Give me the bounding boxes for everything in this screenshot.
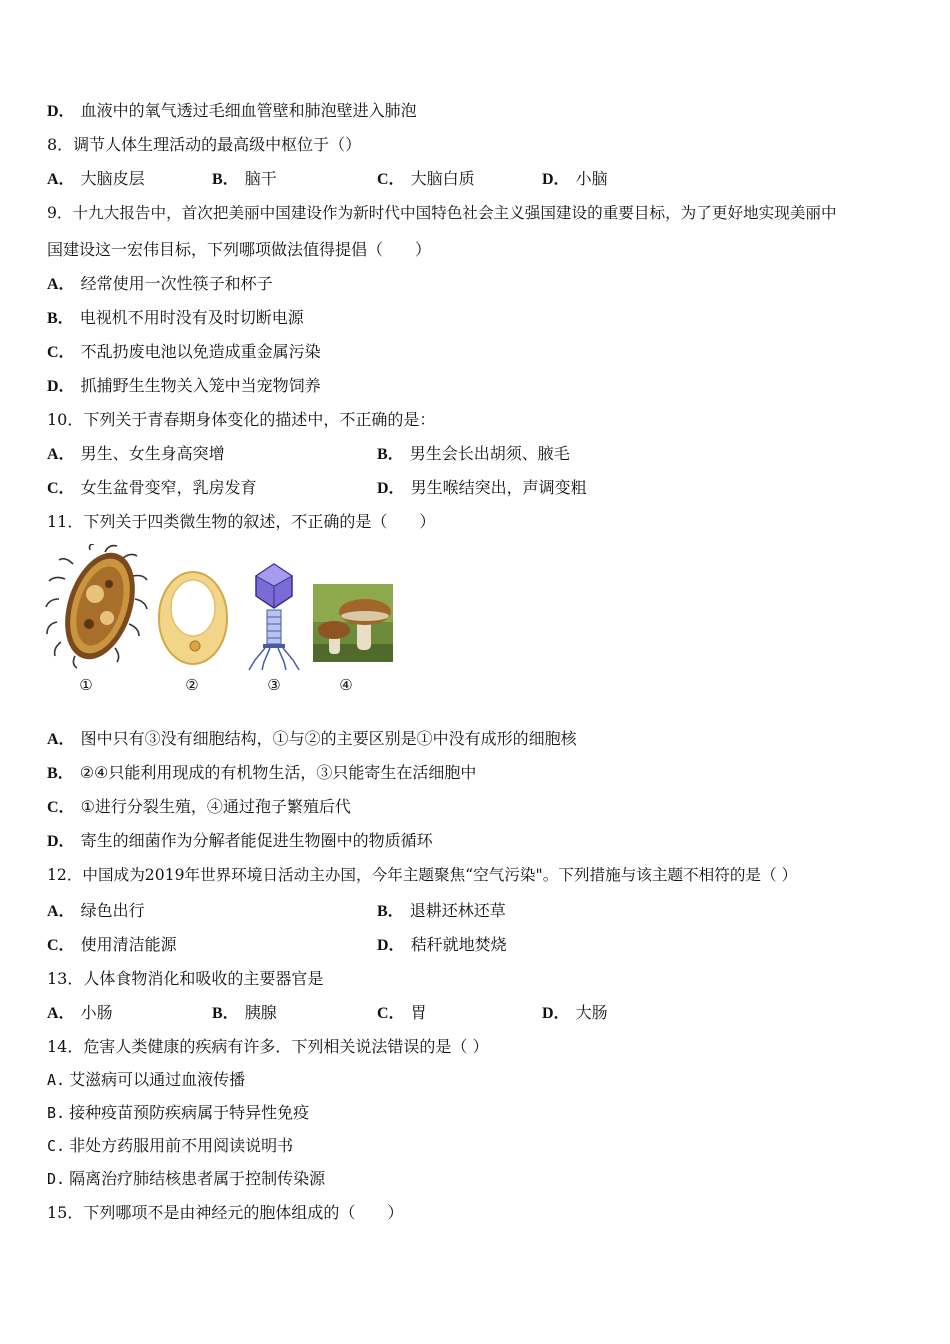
option-text: 图中只有③没有细胞结构，①与②的主要区别是①中没有成形的细胞核: [80, 729, 577, 748]
q9-option-b: [47, 307, 304, 330]
q11-option-c: [47, 796, 351, 819]
q15-stem: 15．下列哪项不是由神经元的胞体组成的（ ）: [47, 1203, 404, 1222]
q13-option-b: [212, 1002, 277, 1025]
option-text: 胃: [410, 1003, 427, 1022]
option-text: 经常使用一次性筷子和杯子: [80, 274, 273, 293]
q13-option-c: [377, 1002, 427, 1025]
q8-option-b: [212, 168, 277, 191]
q8-stem: 8．调节人体生理活动的最高级中枢位于（）: [47, 135, 362, 154]
q10-option-d: [377, 477, 587, 500]
option-text: ①进行分裂生殖，④通过孢子繁殖后代: [80, 797, 351, 816]
option-text: 不乱扔废电池以免造成重金属污染: [80, 342, 321, 361]
option-label: B．: [377, 903, 404, 920]
option-text: 大脑白质: [410, 169, 475, 188]
figure-caption-4: ④: [339, 676, 353, 694]
q9-option-d: [47, 375, 321, 398]
figure-caption-2: ②: [185, 676, 199, 694]
option-text: 使用清洁能源: [80, 935, 177, 954]
q12-option-d: [377, 934, 507, 957]
option-text: 抓捕野生生物关入笼中当宠物饲养: [80, 376, 321, 395]
q9-stem-line2: 国建设这一宏伟目标，下列哪项做法值得提倡（ ）: [47, 240, 432, 259]
q13-option-a: [47, 1002, 113, 1025]
q11-stem: 11．下列关于四类微生物的叙述，不正确的是（ ）: [47, 512, 436, 531]
option-text: 女生盆骨变窄，乳房发育: [80, 478, 257, 497]
option-text: 隔离治疗肺结核患者属于控制传染源: [69, 1169, 326, 1188]
option-text: 男生、女生身高突增: [80, 444, 225, 463]
q7-option-d: [47, 100, 417, 123]
figure-caption-1: ①: [79, 676, 93, 694]
q9-stem-line1: 9．十九大报告中，首次把美丽中国建设作为新时代中国特色社会主义强国建设的重要目标，为了更好地实现美丽中: [47, 204, 837, 222]
option-label: C．: [47, 799, 75, 816]
q12-option-b: [377, 900, 506, 923]
option-label: C．: [377, 1005, 405, 1022]
q13-stem: 13．人体食物消化和吸收的主要器官是: [47, 969, 324, 988]
option-label: D．: [47, 378, 75, 395]
option-label: C.: [47, 1137, 66, 1155]
option-label: B．: [47, 310, 74, 327]
q14-stem: 14．危害人类健康的疾病有许多．下列相关说法错误的是（ ）: [47, 1037, 489, 1056]
q8-option-d: [542, 168, 608, 191]
option-label: B．: [377, 446, 404, 463]
option-text: 男生喉结突出，声调变粗: [410, 478, 587, 497]
figure-caption-3: ③: [267, 676, 281, 694]
bacterium-illustration: [45, 544, 150, 669]
q9-option-a: [47, 273, 273, 296]
bacteriophage-illustration: [245, 562, 303, 674]
option-text: 寄生的细菌作为分解者能促进生物圈中的物质循环: [80, 831, 433, 850]
option-text: 接种疫苗预防疾病属于特异性免疫: [69, 1103, 310, 1122]
option-label: D．: [47, 833, 75, 850]
option-text: 大肠: [575, 1003, 608, 1022]
option-text: 大脑皮层: [80, 169, 145, 188]
option-label: D．: [377, 480, 405, 497]
microorganism-figure: [45, 542, 405, 700]
q11-option-a: [47, 728, 577, 751]
option-text: 秸秆就地焚烧: [410, 935, 507, 954]
option-text: 脑干: [244, 169, 277, 188]
option-label: A．: [47, 731, 75, 748]
option-label: C．: [47, 344, 75, 361]
option-text: 电视机不用时没有及时切断电源: [79, 308, 304, 327]
option-label: B．: [47, 765, 74, 782]
q11-option-d: [47, 830, 433, 853]
q10-stem: 10．下列关于青春期身体变化的描述中，不正确的是：: [47, 410, 436, 429]
option-label: B．: [212, 1005, 239, 1022]
option-text: 小脑: [575, 169, 608, 188]
option-text: 非处方药服用前不用阅读说明书: [69, 1136, 294, 1155]
yeast-illustration: [155, 568, 231, 668]
q10-option-b: [377, 443, 570, 466]
option-label: B．: [212, 171, 239, 188]
option-label: D.: [47, 1170, 66, 1188]
q14-option-d: [47, 1168, 325, 1190]
option-label: A．: [47, 276, 75, 293]
option-label: B.: [47, 1104, 66, 1122]
option-label: C．: [47, 937, 75, 954]
option-text: 艾滋病可以通过血液传播: [69, 1070, 246, 1089]
option-text: 小肠: [80, 1003, 113, 1022]
mushroom-illustration: [313, 584, 393, 662]
q13-option-d: [542, 1002, 608, 1025]
q9-option-c: [47, 341, 321, 364]
option-text: 男生会长出胡须、腋毛: [409, 444, 570, 463]
option-label: D．: [542, 1005, 570, 1022]
q12-option-c: [47, 934, 177, 957]
option-text: ②④只能利用现成的有机物生活，③只能寄生在活细胞中: [79, 763, 477, 782]
q11-option-b: [47, 762, 476, 785]
q8-option-c: [377, 168, 475, 191]
option-text: 绿色出行: [80, 901, 145, 920]
option-label: D．: [47, 103, 75, 120]
option-text: 胰腺: [244, 1003, 277, 1022]
q10-option-c: [47, 477, 257, 500]
option-label: A．: [47, 446, 75, 463]
option-text: 退耕还林还草: [409, 901, 506, 920]
q14-option-c: [47, 1135, 293, 1157]
option-label: A.: [47, 1071, 66, 1089]
option-label: C．: [377, 171, 405, 188]
option-label: A．: [47, 171, 75, 188]
q14-option-b: [47, 1102, 309, 1124]
q10-option-a: [47, 443, 225, 466]
q8-option-a: [47, 168, 145, 191]
option-text: 血液中的氧气透过毛细血管壁和肺泡壁进入肺泡: [80, 101, 417, 120]
option-label: C．: [47, 480, 75, 497]
option-label: A．: [47, 1005, 75, 1022]
q12-stem: 12．中国成为2019年世界环境日活动主办国，今年主题聚焦“空气污染"。下列措施与该主题不相符的是（ ）: [47, 866, 798, 884]
option-label: D．: [542, 171, 570, 188]
q12-option-a: [47, 900, 145, 923]
q14-option-a: [47, 1069, 245, 1091]
option-label: A．: [47, 903, 75, 920]
option-label: D．: [377, 937, 405, 954]
